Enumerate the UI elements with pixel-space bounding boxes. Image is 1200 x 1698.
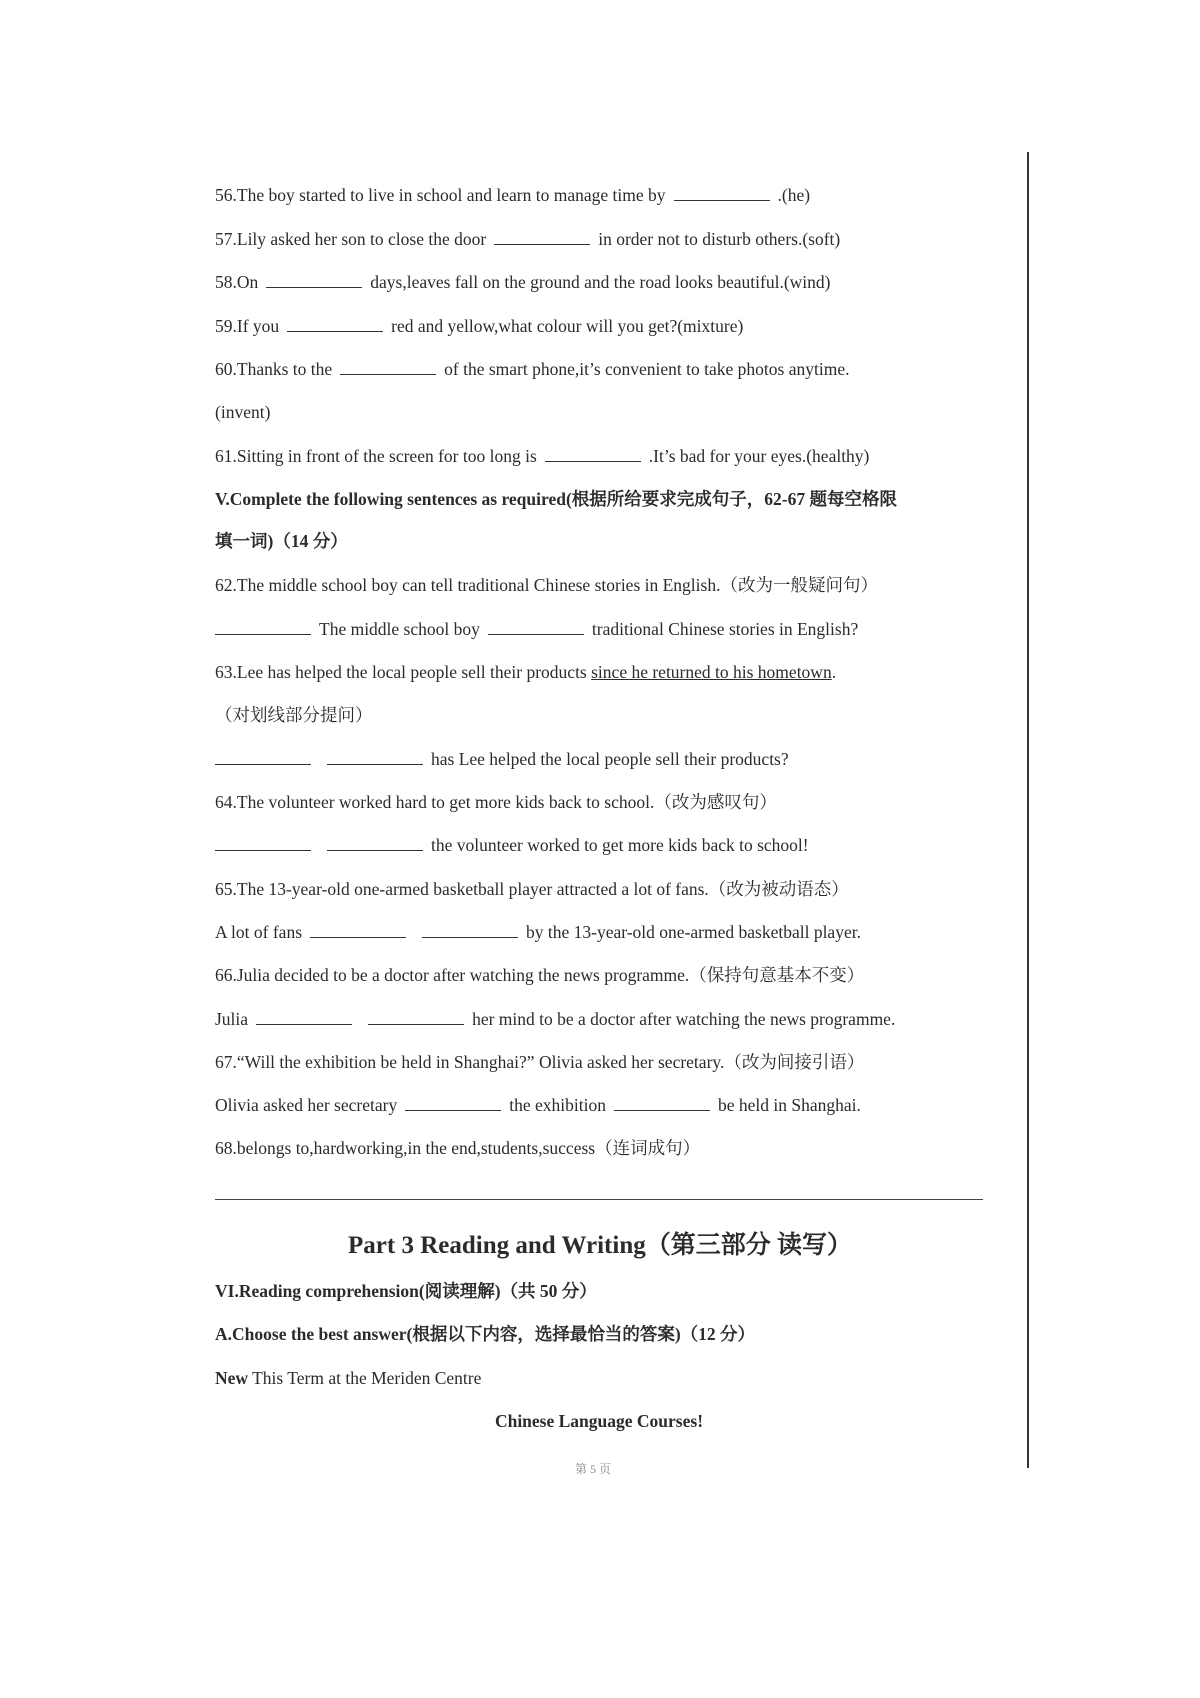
q65-answer-post: by the 13-year-old one-armed basketball player. bbox=[526, 922, 861, 942]
q67-answer-mid: the exhibition bbox=[509, 1095, 606, 1115]
q60-continuation: (invent) bbox=[215, 402, 271, 422]
q63-blank-2[interactable] bbox=[327, 750, 423, 765]
q63-text: 63.Lee has helped the local people sell their products bbox=[215, 662, 587, 682]
q65-answer-line bbox=[215, 921, 861, 943]
q58-text: 58.On bbox=[215, 272, 259, 292]
question-66: 66.Julia decided to be a doctor after watching the news programme.（保持句意基本不变） bbox=[215, 965, 865, 985]
q57-text: 57.Lily asked her son to close the door bbox=[215, 229, 487, 249]
q63-blank-1[interactable] bbox=[215, 750, 311, 765]
q62-answer-line bbox=[215, 618, 858, 640]
q66-answer-line bbox=[215, 1008, 895, 1030]
question-57 bbox=[215, 228, 840, 250]
section-5-heading-cont: 填一词)（14 分） bbox=[215, 531, 348, 551]
part-3-title: Part 3 Reading and Writing（第三部分 读写） bbox=[348, 1232, 852, 1259]
q56-blank[interactable] bbox=[674, 186, 770, 201]
q56-hint: .(he) bbox=[777, 185, 811, 205]
question-63 bbox=[215, 661, 836, 683]
section-6-heading: VI.Reading comprehension(阅读理解)（共 50 分） bbox=[215, 1281, 597, 1301]
question-64: 64.The volunteer worked hard to get more kids back to school.（改为感叹句） bbox=[215, 792, 777, 812]
section-5-heading: V.Complete the following sentences as required(根据所给要求完成句子，62-67 题每空格限 bbox=[215, 489, 897, 509]
q59-blank[interactable] bbox=[287, 317, 383, 332]
q59-hint: red and yellow,what colour will you get?(mixture) bbox=[391, 316, 744, 336]
q58-hint: days,leaves fall on the ground and the road looks beautiful.(wind) bbox=[370, 272, 831, 292]
course-title: Chinese Language Courses! bbox=[494, 1411, 704, 1431]
notice-line bbox=[215, 1367, 481, 1389]
q58-blank[interactable] bbox=[266, 273, 362, 288]
question-62: 62.The middle school boy can tell traditional Chinese stories in English.（改为一般疑问句） bbox=[215, 575, 878, 595]
q64-answer-post: the volunteer worked to get more kids back to school! bbox=[431, 835, 809, 855]
q62-answer-mid: The middle school boy bbox=[319, 619, 480, 639]
answer-divider-line[interactable] bbox=[215, 1199, 983, 1200]
q66-blank-1[interactable] bbox=[256, 1010, 352, 1025]
q65-blank-2[interactable] bbox=[422, 923, 518, 938]
q60-hint: of the smart phone,it’s convenient to take photos anytime. bbox=[444, 359, 850, 379]
notice-text: This Term at the Meriden Centre bbox=[248, 1368, 482, 1388]
question-67: 67.“Will the exhibition be held in Shanghai?” Olivia asked her secretary.（改为间接引语） bbox=[215, 1052, 865, 1072]
question-61 bbox=[215, 445, 869, 467]
q67-answer-pre: Olivia asked her secretary bbox=[215, 1095, 398, 1115]
q67-answer-post: be held in Shanghai. bbox=[717, 1095, 861, 1115]
q65-blank-1[interactable] bbox=[310, 923, 406, 938]
q65-answer-pre: A lot of fans bbox=[215, 922, 303, 942]
question-59 bbox=[215, 315, 743, 337]
q67-blank-2[interactable] bbox=[614, 1096, 710, 1111]
q61-blank[interactable] bbox=[545, 447, 641, 462]
question-68: 68.belongs to,hardworking,in the end,students,success（连词成句） bbox=[215, 1138, 701, 1158]
q63-answer-post: has Lee helped the local people sell their products? bbox=[431, 749, 789, 769]
q57-blank[interactable] bbox=[494, 230, 590, 245]
notice-new-label: New bbox=[215, 1368, 249, 1388]
q67-answer-line bbox=[215, 1094, 861, 1116]
q66-blank-2[interactable] bbox=[368, 1010, 464, 1025]
q63-underlined-part: since he returned to his hometown bbox=[591, 662, 832, 682]
q66-answer-post: her mind to be a doctor after watching the news programme. bbox=[472, 1009, 896, 1029]
section-a-heading: A.Choose the best answer(根据以下内容，选择最恰当的答案)（12 分） bbox=[215, 1324, 756, 1344]
q62-blank-2[interactable] bbox=[488, 620, 584, 635]
q61-hint: .It’s bad for your eyes.(healthy) bbox=[648, 446, 870, 466]
q62-blank-1[interactable] bbox=[215, 620, 311, 635]
q64-blank-1[interactable] bbox=[215, 836, 311, 851]
page-margin-line bbox=[1027, 152, 1029, 1468]
question-65: 65.The 13-year-old one-armed basketball player attracted a lot of fans.（改为被动语态） bbox=[215, 879, 849, 899]
q64-blank-2[interactable] bbox=[327, 836, 423, 851]
q60-text: 60.Thanks to the bbox=[215, 359, 333, 379]
q63-note: （对划线部分提问） bbox=[215, 705, 373, 725]
q66-answer-pre: Julia bbox=[215, 1009, 249, 1029]
q57-hint: in order not to disturb others.(soft) bbox=[598, 229, 841, 249]
question-58 bbox=[215, 271, 831, 293]
q60-blank[interactable] bbox=[340, 360, 436, 375]
q62-answer-post: traditional Chinese stories in English? bbox=[591, 619, 859, 639]
q67-blank-1[interactable] bbox=[405, 1096, 501, 1111]
q63-period: . bbox=[831, 662, 837, 682]
q59-text: 59.If you bbox=[215, 316, 280, 336]
q56-text: 56.The boy started to live in school and learn to manage time by bbox=[215, 185, 666, 205]
q63-answer-line bbox=[215, 748, 789, 770]
question-60 bbox=[215, 358, 849, 380]
q64-answer-line bbox=[215, 834, 809, 856]
page-number: 第 5 页 bbox=[575, 1462, 612, 1476]
question-56 bbox=[215, 184, 810, 206]
q61-text: 61.Sitting in front of the screen for too long is bbox=[215, 446, 537, 466]
